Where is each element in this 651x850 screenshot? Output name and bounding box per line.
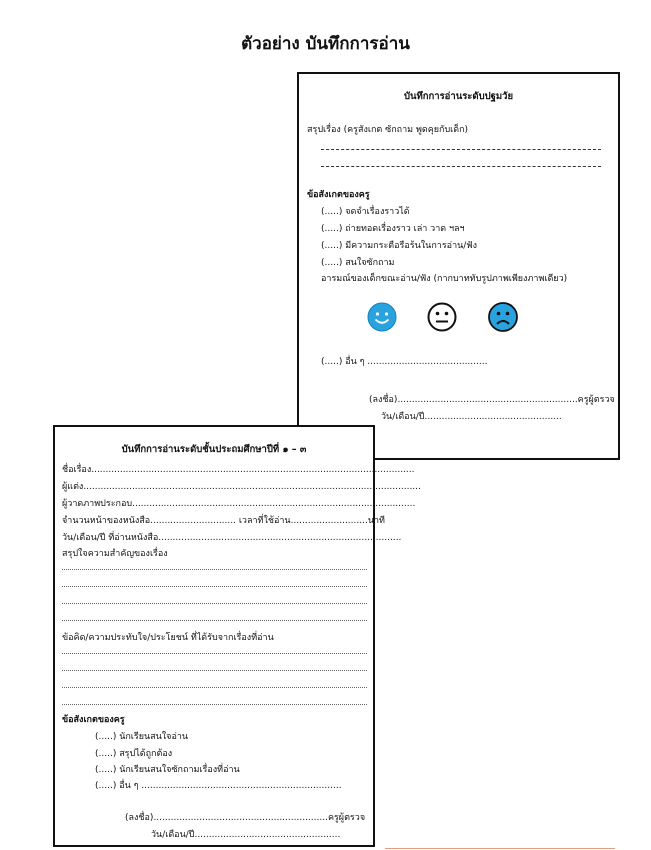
- idea-line-1[interactable]: [62, 653, 367, 654]
- summary-line-2[interactable]: [321, 166, 601, 167]
- checklist-item[interactable]: (.....) มีความกระตือรือร้นในการอ่าน/ฟัง: [321, 241, 478, 251]
- field-title[interactable]: ชื่อเรื่อง.................................................................................................................: [62, 465, 415, 475]
- happy-face-icon[interactable]: [367, 302, 397, 332]
- summary-label: สรุปเรื่อง (ครูสังเกต ซักถาม พูดคุยกับเด็ก): [307, 125, 469, 135]
- summary-line-2[interactable]: [62, 586, 367, 587]
- checklist-item[interactable]: (.....) สนใจซักถาม: [321, 258, 395, 268]
- idea-line-3[interactable]: [62, 687, 367, 688]
- primary-reading-form: [53, 425, 421, 847]
- field-illustrator[interactable]: ผู้วาดภาพประกอบ...................................................................................................: [62, 499, 416, 509]
- summary-line-1[interactable]: [321, 149, 601, 150]
- form-title: บันทึกการอ่านระดับชั้นประถมศึกษาปีที่ ๑ – ๓: [121, 444, 307, 455]
- other-item[interactable]: (.....) อื่น ๆ ..........................................: [321, 357, 488, 367]
- summary-label: สรุปใจความสำคัญของเรื่อง: [62, 549, 168, 559]
- checklist-item[interactable]: (.....) จดจำเรื่องราวได้: [321, 207, 410, 217]
- summary-line-3[interactable]: [62, 603, 367, 604]
- field-pages-time[interactable]: จำนวนหน้าของหนังสือ.............................. เวลาที่ใช้อ่าน...........................นาที: [62, 516, 385, 526]
- checklist-item[interactable]: (.....) สรุปได้ถูกต้อง: [95, 749, 173, 759]
- summary-line-4[interactable]: [62, 620, 367, 621]
- page-title: ตัวอย่าง บันทึกการอ่าน: [241, 34, 410, 54]
- preschool-reading-form: [297, 72, 620, 460]
- idea-line-2[interactable]: [62, 670, 367, 671]
- form-title: บันทึกการอ่านระดับปฐมวัย: [403, 91, 514, 102]
- checklist-item[interactable]: (.....) นักเรียนสนใจซักถามเรื่องที่อ่าน: [95, 765, 240, 775]
- neutral-face-icon[interactable]: [427, 302, 457, 332]
- date-line[interactable]: วัน/เดือน/ปี...................................................: [151, 830, 341, 840]
- field-author[interactable]: ผู้แต่ง......................................................................................................................: [62, 482, 421, 492]
- idea-label: ข้อคิด/ความประทับใจ/ประโยชน์ ที่ได้รับจากเรื่องที่อ่าน: [62, 633, 274, 643]
- divider: [385, 848, 615, 849]
- signature-line[interactable]: (ลงชื่อ)...............................................................ครูผู้ตรวจ: [369, 395, 615, 405]
- signature-line[interactable]: (ลงชื่อ).............................................................ครูผู้ตรวจ: [125, 813, 366, 823]
- idea-line-4[interactable]: [62, 704, 367, 705]
- date-line[interactable]: วัน/เดือน/ปี................................................: [381, 412, 562, 422]
- checklist-item[interactable]: (.....) อื่น ๆ ......................................................................: [95, 781, 342, 791]
- checklist-item[interactable]: (.....) นักเรียนสนใจอ่าน: [95, 732, 189, 742]
- observe-heading: ข้อสังเกตของครู: [307, 190, 370, 200]
- observe-heading: ข้อสังเกตของครู: [62, 715, 125, 725]
- summary-line-1[interactable]: [62, 569, 367, 570]
- field-date-read[interactable]: วัน/เดือน/ปี ที่อ่านหนังสือ.....................................................................................: [62, 533, 402, 543]
- sad-face-icon[interactable]: [488, 302, 518, 332]
- emotion-label: อารมณ์ของเด็กขณะอ่าน/ฟัง (กากบาททับรูปภาพเพียงภาพเดียว): [321, 274, 568, 284]
- checklist-item[interactable]: (.....) ถ่ายทอดเรื่องราว เล่า วาด ฯลฯ: [321, 224, 465, 234]
